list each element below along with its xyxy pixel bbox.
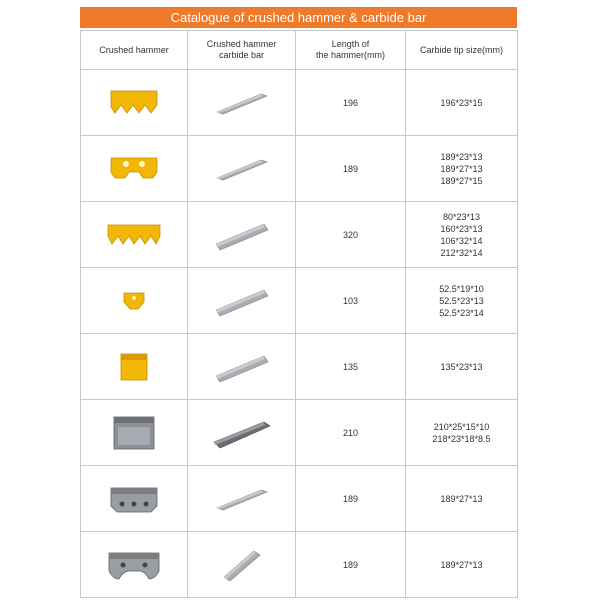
length-value: 135 <box>296 334 406 400</box>
tip-sizes: 189*23*13 189*27*13 189*27*15 <box>406 136 518 202</box>
length-value: 196 <box>296 70 406 136</box>
carbide-block-icon <box>212 218 272 252</box>
table-row <box>81 400 518 466</box>
header-row <box>81 31 518 70</box>
yellow-four-tooth-hammer-icon <box>106 222 162 248</box>
steel-three-hole-hammer-icon <box>107 482 161 516</box>
table-row <box>81 268 518 334</box>
steel-hammer-icon <box>110 413 158 453</box>
length-value: 210 <box>296 400 406 466</box>
yellow-square-hammer-icon <box>117 350 151 384</box>
carbide-bar-dark-icon <box>210 416 274 450</box>
length-value: 189 <box>296 466 406 532</box>
yellow-tab-hammer-icon <box>109 154 159 184</box>
tip-sizes: 189*27*13 <box>406 532 518 598</box>
steel-arched-hammer-icon <box>105 547 163 583</box>
tip-sizes: 52.5*19*10 52.5*23*13 52.5*23*14 <box>406 268 518 334</box>
table-row <box>81 202 518 268</box>
table-row <box>81 70 518 136</box>
carbide-bar-icon <box>220 547 264 583</box>
catalogue-table <box>80 30 518 598</box>
table-row <box>81 334 518 400</box>
tip-sizes: 210*25*15*10 218*23*18*8.5 <box>406 400 518 466</box>
carbide-block-icon <box>212 284 272 318</box>
carbide-bar-icon <box>213 156 271 182</box>
carbide-bar-icon <box>213 90 271 116</box>
carbide-block-icon <box>212 350 272 384</box>
length-value: 103 <box>296 268 406 334</box>
catalogue-title: Catalogue of crushed hammer & carbide bar <box>80 7 517 28</box>
table-row <box>81 136 518 202</box>
catalogue <box>80 7 517 598</box>
header-carbide-bar: Crushed hammer carbide bar <box>188 31 296 70</box>
yellow-small-hammer-icon <box>122 289 146 313</box>
tip-sizes: 196*23*15 <box>406 70 518 136</box>
length-value: 189 <box>296 532 406 598</box>
tip-sizes: 189*27*13 <box>406 466 518 532</box>
tip-sizes: 135*23*13 <box>406 334 518 400</box>
yellow-three-tooth-hammer-icon <box>109 89 159 117</box>
carbide-bar-icon <box>213 486 271 512</box>
length-value: 320 <box>296 202 406 268</box>
header-crushed-hammer: Crushed hammer <box>81 31 188 70</box>
header-tip-size: Carbide tip size(mm) <box>406 31 518 70</box>
header-length: Length of the hammer(mm) <box>296 31 406 70</box>
table-row <box>81 466 518 532</box>
length-value: 189 <box>296 136 406 202</box>
tip-sizes: 80*23*13 160*23*13 106*32*14 212*32*14 <box>406 202 518 268</box>
table-row <box>81 532 518 598</box>
